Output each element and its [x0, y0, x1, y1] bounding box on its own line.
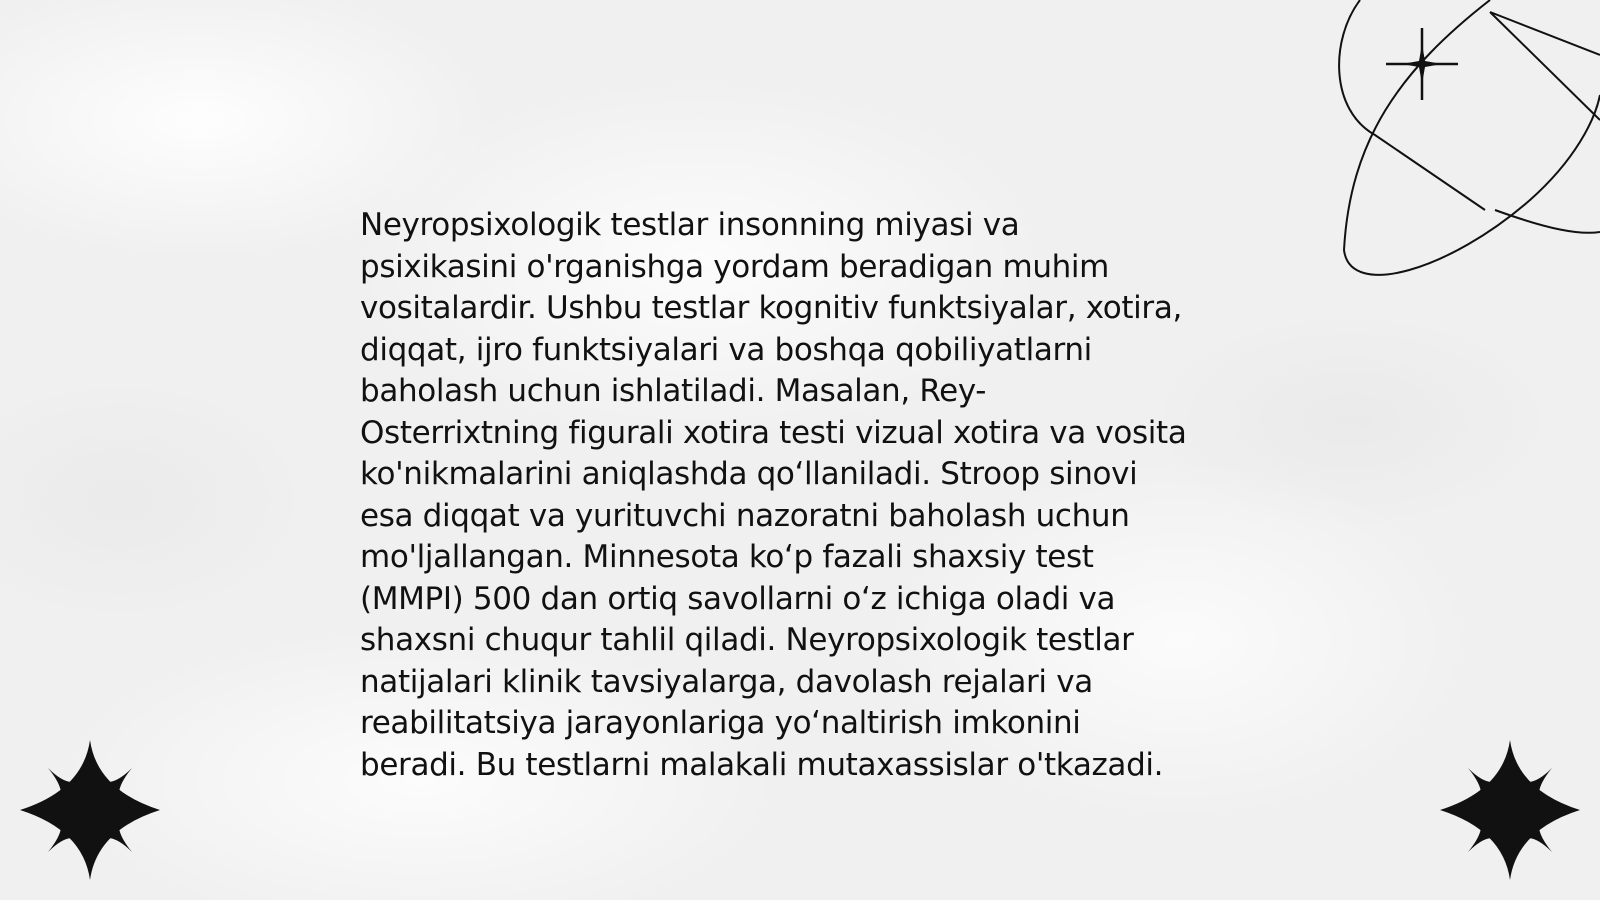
body-paragraph: Neyropsixologik testlar insonning miyasi va psixikasini o'rganishga yordam beradigan muhim vositalardir. Ushbu testlar kognitiv funktsiyalar, xotira, diqqat, ijro funktsiyalari va boshqa qobiliyatlarni baholash uchun ishlatiladi. Masalan, Rey- Osterrixtning figurali xotira testi vizual xotira va vosita ko'nikmalarini aniqlashda qo‘llaniladi. Stroop sinovi esa diqqat va yurituvchi nazoratni baholash uchun mo'ljallangan. Minnesota ko‘p fazali shaxsiy test (MMPI) 500 dan ortiq savollarni o‘z ichiga oladi va shaxsni chuqur tahlil qiladi. Neyropsixologik testlar natijalari klinik tavsiyalarga, davolash rejalari va reabilitatsiya jarayonlariga yo‘naltirish imkonini beradi. Bu testlarni malakali mutaxassislar o'tkazadi. [360, 207, 1187, 783]
four-point-star-icon [20, 740, 160, 880]
four-point-star-icon [1440, 740, 1580, 880]
orbit-line-sparkle-icon [1330, 0, 1600, 290]
